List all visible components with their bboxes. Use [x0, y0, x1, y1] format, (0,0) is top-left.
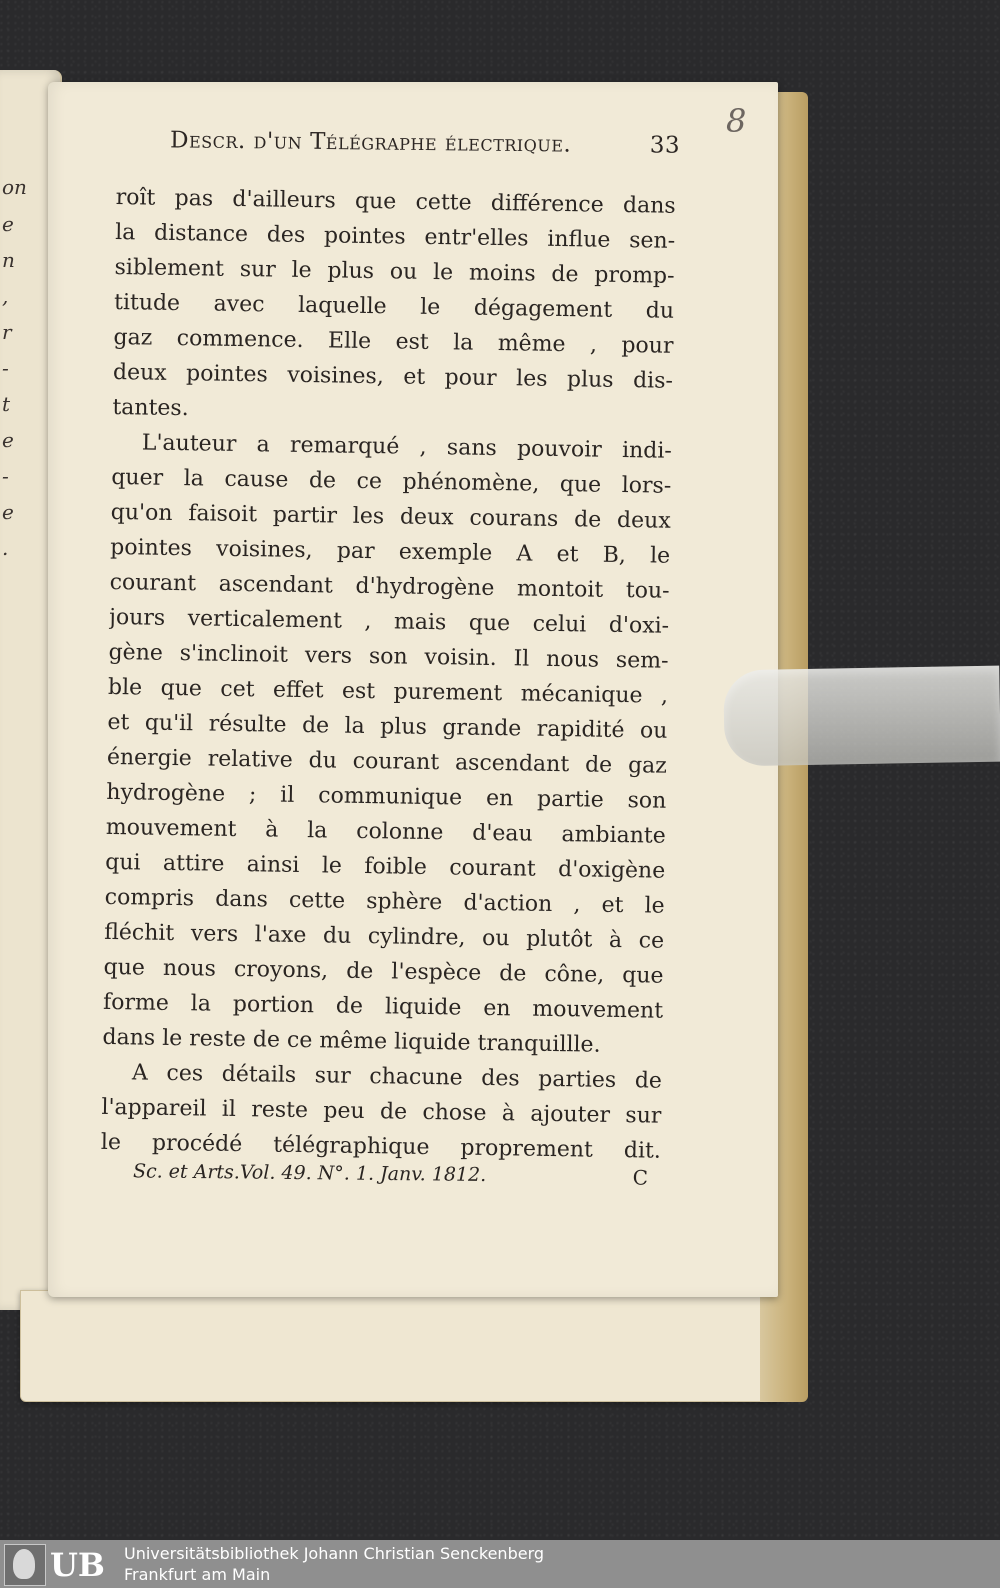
left-fragment: -	[2, 464, 9, 488]
left-fragment: e	[2, 500, 14, 524]
text-line: dans le reste de ce même liquide tranquillle.	[102, 1024, 601, 1058]
left-fragment: t	[2, 392, 11, 416]
text-line: et qu'il résulte de la plus grande rapidité ou	[107, 709, 668, 744]
text-line: L'auteur a remarqué , sans pouvoir indi-	[141, 430, 673, 464]
running-title: Descr. d'un Télégraphe électrique.	[169, 127, 572, 158]
running-header	[170, 127, 680, 172]
left-fragment: e	[2, 428, 14, 452]
text-line: gaz commence. Elle est la même , pour	[113, 324, 674, 359]
underlying-page	[20, 1290, 782, 1402]
left-fragment: .	[2, 536, 9, 560]
text-line: jours verticalement , mais que celui d'oxi-	[108, 604, 670, 639]
left-fragment: on	[2, 175, 27, 199]
institution-footer-bar	[0, 1540, 1000, 1588]
text-line: pointes voisines, par exemple A et B, le	[110, 534, 671, 569]
plastic-page-holder	[723, 666, 1000, 767]
text-line: deux pointes voisines, et pour les plus dis-	[112, 359, 674, 394]
text-line: roît pas d'ailleurs que cette différence dans	[115, 184, 676, 219]
text-line: qui attire ainsi le foible courant d'oxigène	[105, 849, 666, 884]
text-line: qu'on faisoit partir les deux courans de deux	[110, 499, 671, 534]
text-line: A ces détails sur chacune des parties de	[131, 1060, 663, 1094]
left-fragment: e	[2, 212, 14, 236]
text-line: forme la portion de liquide en mouvement	[102, 989, 664, 1024]
footer-citation: Sc. et Arts.Vol. 49. N°. 1. Janv. 1812.	[132, 1160, 487, 1187]
text-line: quer la cause de ce phénomène, que lors-	[111, 464, 672, 499]
handwritten-folio-number: 8	[726, 102, 747, 140]
left-fragment: n	[2, 248, 15, 272]
text-line: mouvement à la colonne d'eau ambiante	[105, 814, 666, 849]
text-line: courant ascendant d'hydrogène montoit tou-	[109, 569, 670, 604]
institution-city: Frankfurt am Main	[124, 1565, 271, 1584]
text-line: titude avec laquelle le dégagement du	[113, 289, 675, 324]
logo-text: UB	[50, 1546, 105, 1584]
text-line: l'appareil il reste peu de chose à ajouter sur	[101, 1094, 662, 1129]
portrait-icon	[4, 1544, 46, 1586]
text-line: compris dans cette sphère d'action , et le	[104, 884, 665, 919]
left-fragment: ,	[2, 284, 9, 308]
left-fragment: -	[2, 356, 9, 380]
institution-logo	[4, 1544, 114, 1584]
text-line: la distance des pointes entr'elles influe sen-	[114, 219, 676, 254]
text-line: siblement sur le plus ou le moins de promp-	[114, 254, 675, 289]
text-line: que nous croyons, de l'espèce de cône, que	[103, 954, 664, 989]
text-line: gène s'inclinoit vers son voisin. Il nous sem-	[108, 639, 669, 674]
text-line: fléchit vers l'axe du cylindre, ou plutôt à ce	[103, 919, 665, 954]
text-line: énergie relative du courant ascendant de gaz	[106, 744, 668, 779]
institution-name: Universitätsbibliothek Johann Christian Senckenberg	[124, 1544, 545, 1563]
text-line: ble que cet effet est purement mécanique ,	[107, 674, 669, 709]
signature-mark: C	[632, 1165, 649, 1190]
text-line: le procédé télégraphique proprement dit.	[100, 1129, 662, 1164]
text-line: tantes.	[112, 394, 189, 422]
text-line: hydrogène ; il communique en partie son	[106, 779, 667, 814]
left-fragment: r	[2, 320, 12, 344]
body-text	[101, 180, 676, 1169]
page-number: 33	[649, 132, 681, 159]
